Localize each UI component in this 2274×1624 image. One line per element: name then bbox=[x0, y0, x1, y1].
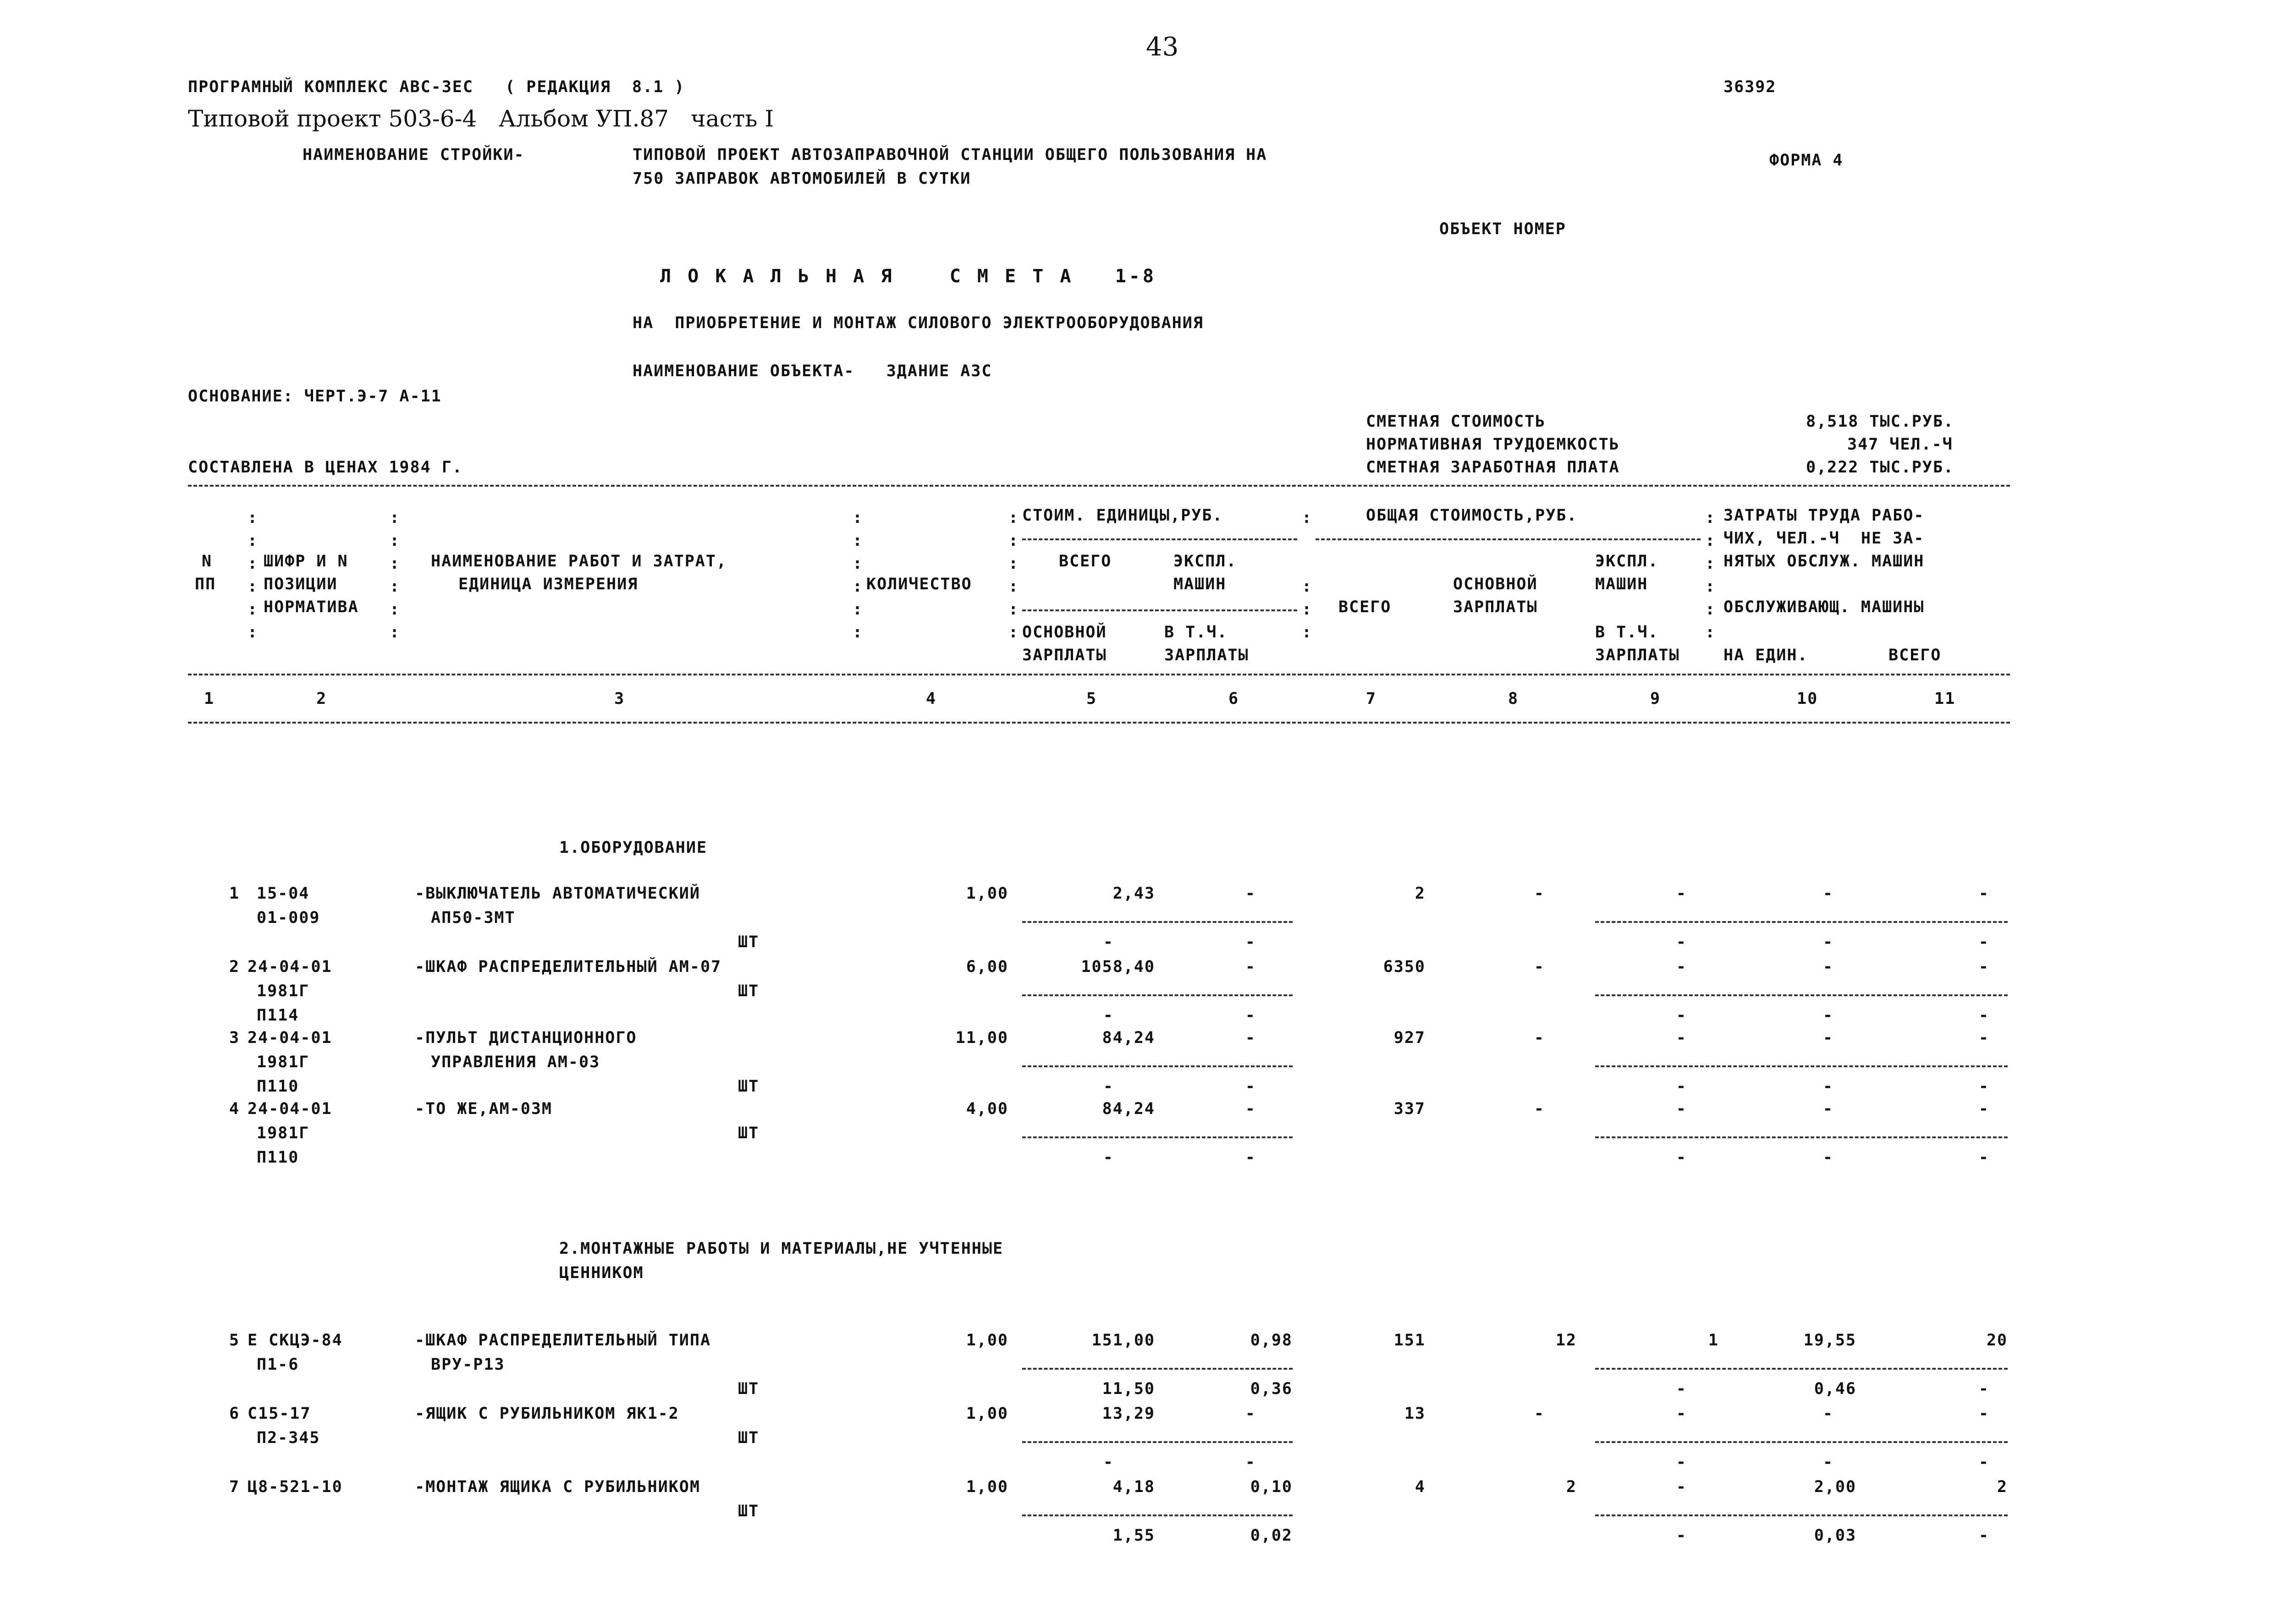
row-labor-unit: - bbox=[1823, 884, 1834, 903]
row-number: 6 bbox=[229, 1405, 240, 1423]
row-total: 6350 bbox=[1383, 958, 1426, 976]
row-machine-wages: - bbox=[1676, 1380, 1687, 1398]
row-labor-total: 2 bbox=[1997, 1478, 2008, 1496]
row-unit-machines: - bbox=[1245, 958, 1256, 976]
row-machines: - bbox=[1676, 1405, 1687, 1423]
row-unit: ШТ bbox=[738, 1429, 760, 1447]
row-total: 4 bbox=[1415, 1478, 1426, 1496]
row-machines: - bbox=[1676, 1029, 1687, 1047]
col9-head-4: ЗАРПЛАТЫ bbox=[1595, 646, 1680, 664]
colnum-10: 10 bbox=[1797, 690, 1818, 708]
col-sep-6: : : : : : : bbox=[1705, 509, 1716, 642]
construction-label: НАИМЕНОВАНИЕ СТРОЙКИ- bbox=[303, 146, 525, 164]
row-code: С15-17 bbox=[248, 1405, 311, 1423]
row-code: 01-009 bbox=[257, 909, 320, 927]
row-labor-total: - bbox=[1978, 1029, 1989, 1047]
col6-head-machines: МАШИН bbox=[1173, 575, 1227, 593]
row-labor-total-2: - bbox=[1978, 1006, 1989, 1025]
col6-head-expl: ЭКСПЛ. bbox=[1173, 552, 1237, 571]
row-machine-wages: - bbox=[1676, 1077, 1687, 1096]
page-number: 43 bbox=[1146, 32, 1179, 62]
row-number: 1 bbox=[229, 884, 240, 903]
col1-head-pp: ПП bbox=[195, 575, 216, 593]
row-labor-unit-2: - bbox=[1823, 1148, 1834, 1167]
row-labor-unit-2: - bbox=[1823, 1006, 1834, 1025]
row-number: 7 bbox=[229, 1478, 240, 1496]
colnum-1: 1 bbox=[204, 690, 215, 708]
row-machines: - bbox=[1676, 1478, 1687, 1496]
col1-head-n: N bbox=[202, 552, 213, 571]
row-wages: - bbox=[1534, 958, 1545, 976]
basis-line: ОСНОВАНИЕ: ЧЕРТ.Э-7 А-11 bbox=[188, 387, 442, 406]
row-number: 5 bbox=[229, 1331, 240, 1350]
row-unit-wages: - bbox=[1103, 1453, 1114, 1471]
row-code: П114 bbox=[257, 1006, 299, 1025]
row-quantity: 1,00 bbox=[966, 1405, 1008, 1423]
row-unit-machine-wages: - bbox=[1245, 933, 1256, 951]
col8-head-2: ЗАРПЛАТЫ bbox=[1453, 598, 1538, 616]
col5-6-head-top: СТОИМ. ЕДИНИЦЫ,РУБ. bbox=[1022, 506, 1223, 525]
row-number: 2 bbox=[229, 958, 240, 976]
row-labor-unit-2: - bbox=[1823, 1453, 1834, 1471]
row-name: -ВЫКЛЮЧАТЕЛЬ АВТОМАТИЧЕСКИЙ bbox=[415, 884, 700, 903]
col10-11-head-2: ЧИХ, ЧЕЛ.-Ч НЕ ЗА- bbox=[1723, 529, 1925, 548]
row-unit-wages: 11,50 bbox=[1102, 1380, 1155, 1398]
row-total: 927 bbox=[1393, 1029, 1426, 1047]
row-code: Ц8-521-10 bbox=[248, 1478, 343, 1496]
row-code: 1981Г bbox=[257, 982, 310, 1000]
estimate-title: Л О К А Л Ь Н А Я С М Е Т А 1-8 bbox=[660, 266, 1156, 287]
row-labor-total: - bbox=[1978, 958, 1989, 976]
colnum-7: 7 bbox=[1366, 690, 1377, 708]
row-unit-machine-wages: - bbox=[1245, 1077, 1256, 1096]
row-quantity: 1,00 bbox=[966, 1478, 1008, 1496]
col2-head-2: ПОЗИЦИИ bbox=[264, 575, 338, 593]
row-unit-machine-wages: 0,02 bbox=[1250, 1526, 1293, 1545]
row-unit: ШТ bbox=[738, 1077, 760, 1096]
row-code: П110 bbox=[257, 1148, 299, 1167]
row-quantity: 6,00 bbox=[966, 958, 1008, 976]
row-code: П1-6 bbox=[257, 1355, 299, 1374]
row-machines: - bbox=[1676, 958, 1687, 976]
row-machine-wages: - bbox=[1676, 1453, 1687, 1471]
col-sep-4: : : : : : : bbox=[1008, 509, 1019, 642]
col5-head-total: ВСЕГО bbox=[1059, 552, 1112, 571]
row-labor-unit: - bbox=[1823, 1405, 1834, 1423]
row-total: 13 bbox=[1404, 1405, 1426, 1423]
row-unit-machines: - bbox=[1245, 884, 1256, 903]
row-machine-wages: - bbox=[1676, 1148, 1687, 1167]
object-name: НАИМЕНОВАНИЕ ОБЪЕКТА- ЗДАНИЕ АЗС bbox=[633, 362, 992, 380]
row-name: -ШКАФ РАСПРЕДЕЛИТЕЛЬНЫЙ АМ-07 bbox=[415, 958, 722, 976]
col10-11-head-1: ЗАТРАТЫ ТРУДА РАБО- bbox=[1723, 506, 1925, 525]
row-code: 24-04-01 bbox=[248, 958, 332, 976]
col9-head-3: В Т.Ч. bbox=[1595, 623, 1659, 642]
row-unit-total: 13,29 bbox=[1102, 1405, 1155, 1423]
row-labor-unit: - bbox=[1823, 1029, 1834, 1047]
row-total: 337 bbox=[1393, 1100, 1426, 1118]
col-sep-2: : : : : : : bbox=[390, 509, 401, 642]
row-number: 4 bbox=[229, 1100, 240, 1118]
row-name: -ПУЛЬТ ДИСТАНЦИОННОГО bbox=[415, 1029, 637, 1047]
col6-head-incl: В Т.Ч. bbox=[1164, 623, 1228, 642]
row-wages: - bbox=[1534, 1405, 1545, 1423]
row-code: 24-04-01 bbox=[248, 1029, 332, 1047]
row-code: 1981Г bbox=[257, 1053, 310, 1071]
col10-11-head-3: НЯТЫХ ОБСЛУЖ. МАШИН bbox=[1723, 552, 1925, 571]
prices-line: СОСТАВЛЕНА В ЦЕНАХ 1984 Г. bbox=[188, 458, 463, 477]
row-unit: ШТ bbox=[738, 1502, 760, 1520]
row-unit-machine-wages: - bbox=[1245, 1453, 1256, 1471]
construction-name-line2: 750 ЗАПРАВОК АВТОМОБИЛЕЙ В СУТКИ bbox=[633, 170, 971, 188]
col-sep-5: : : : : bbox=[1302, 509, 1313, 642]
row-labor-total-2: - bbox=[1978, 1148, 1989, 1167]
row-labor-unit-2: 0,46 bbox=[1814, 1380, 1856, 1398]
col9-head-2: МАШИН bbox=[1595, 575, 1648, 593]
row-labor-unit-2: - bbox=[1823, 1077, 1834, 1096]
row-wages: 2 bbox=[1566, 1478, 1577, 1496]
row-unit: ШТ bbox=[738, 1380, 760, 1398]
col2-head-3: НОРМАТИВА bbox=[264, 598, 359, 616]
row-unit-total: 2,43 bbox=[1112, 884, 1155, 903]
section-title: 1.ОБОРУДОВАНИЕ bbox=[559, 839, 708, 857]
row-unit: ШТ bbox=[738, 933, 760, 951]
colnum-2: 2 bbox=[316, 690, 327, 708]
row-quantity: 1,00 bbox=[966, 1331, 1008, 1350]
col8-head-1: ОСНОВНОЙ bbox=[1453, 575, 1538, 593]
summary-label-labor: НОРМАТИВНАЯ ТРУДОЕМКОСТЬ bbox=[1366, 435, 1620, 454]
summary-value-labor: 347 ЧЕЛ.-Ч bbox=[1847, 435, 1953, 454]
col10-head: НА ЕДИН. bbox=[1723, 646, 1808, 664]
section-title: 2.МОНТАЖНЫЕ РАБОТЫ И МАТЕРИАЛЫ,НЕ УЧТЕННЫЕ bbox=[559, 1240, 1004, 1258]
summary-value-wages: 0,222 ТЫС.РУБ. bbox=[1806, 458, 1955, 477]
row-name: ВРУ-Р13 bbox=[431, 1355, 505, 1374]
row-quantity: 4,00 bbox=[966, 1100, 1008, 1118]
row-unit-machine-wages: - bbox=[1245, 1006, 1256, 1025]
row-wages: 12 bbox=[1555, 1331, 1577, 1350]
colnum-3: 3 bbox=[614, 690, 625, 708]
row-machine-wages: - bbox=[1676, 1526, 1687, 1545]
col11-head: ВСЕГО bbox=[1889, 646, 1942, 664]
row-code: 15-04 bbox=[257, 884, 310, 903]
col7-head: ВСЕГО bbox=[1338, 598, 1392, 616]
row-code: П2-345 bbox=[257, 1429, 320, 1447]
row-wages: - bbox=[1534, 884, 1545, 903]
col9-head-1: ЭКСПЛ. bbox=[1595, 552, 1659, 571]
row-machines: - bbox=[1676, 1100, 1687, 1118]
row-unit-wages: - bbox=[1103, 1006, 1114, 1025]
row-labor-total: - bbox=[1978, 1405, 1989, 1423]
summary-label-cost: СМЕТНАЯ СТОИМОСТЬ bbox=[1366, 412, 1546, 431]
row-labor-unit: - bbox=[1823, 958, 1834, 976]
colnum-9: 9 bbox=[1650, 690, 1661, 708]
colnum-11: 11 bbox=[1934, 690, 1956, 708]
row-labor-total-2: - bbox=[1978, 1077, 1989, 1096]
row-unit-machines: 0,98 bbox=[1250, 1331, 1293, 1350]
row-code: П110 bbox=[257, 1077, 299, 1096]
colnum-6: 6 bbox=[1228, 690, 1239, 708]
header-rule-mid bbox=[188, 674, 2010, 675]
row-labor-total-2: - bbox=[1978, 1380, 1989, 1398]
row-machine-wages: - bbox=[1676, 1006, 1687, 1025]
colnum-5: 5 bbox=[1086, 690, 1097, 708]
col4-head: КОЛИЧЕСТВО bbox=[866, 575, 972, 593]
row-unit-machines: - bbox=[1245, 1405, 1256, 1423]
row-wages: - bbox=[1534, 1100, 1545, 1118]
row-code: 24-04-01 bbox=[248, 1100, 332, 1118]
row-unit-machines: - bbox=[1245, 1100, 1256, 1118]
row-labor-unit: - bbox=[1823, 1100, 1834, 1118]
col3-head-2: ЕДИНИЦА ИЗМЕРЕНИЯ bbox=[458, 575, 639, 593]
col5-head-wages: ЗАРПЛАТЫ bbox=[1022, 646, 1107, 664]
summary-value-cost: 8,518 ТЫС.РУБ. bbox=[1806, 412, 1955, 431]
row-name: -МОНТАЖ ЯЩИКА С РУБИЛЬНИКОМ bbox=[415, 1478, 700, 1496]
row-unit-total: 84,24 bbox=[1102, 1100, 1155, 1118]
col10-11-head-4: ОБСЛУЖИВАЮЩ. МАШИНЫ bbox=[1723, 598, 1925, 616]
col5-head-basic: ОСНОВНОЙ bbox=[1022, 623, 1107, 642]
section-title-continued: ЦЕННИКОМ bbox=[559, 1264, 644, 1282]
row-machines: 1 bbox=[1708, 1331, 1719, 1350]
row-unit-machines: 0,10 bbox=[1250, 1478, 1293, 1496]
row-number: 3 bbox=[229, 1029, 240, 1047]
row-name: -ТО ЖЕ,АМ-03М bbox=[415, 1100, 552, 1118]
row-labor-total: - bbox=[1978, 884, 1989, 903]
row-labor-total: 20 bbox=[1986, 1331, 2008, 1350]
colnum-4: 4 bbox=[926, 690, 937, 708]
row-labor-total-2: - bbox=[1978, 1453, 1989, 1471]
row-quantity: 11,00 bbox=[955, 1029, 1008, 1047]
col2-head-1: ШИФР И N bbox=[264, 552, 348, 571]
program-line: ПРОГРАМНЫЙ КОМПЛЕКС АВС-ЗЕС ( РЕДАКЦИЯ 8.1 ) bbox=[188, 78, 685, 96]
row-machine-wages: - bbox=[1676, 933, 1687, 951]
row-unit: ШТ bbox=[738, 1124, 760, 1142]
row-wages: - bbox=[1534, 1029, 1545, 1047]
row-unit: ШТ bbox=[738, 982, 760, 1000]
estimate-subtitle: НА ПРИОБРЕТЕНИЕ И МОНТАЖ СИЛОВОГО ЭЛЕКТРООБОРУДОВАНИЯ bbox=[633, 314, 1204, 332]
row-unit-machines: - bbox=[1245, 1029, 1256, 1047]
col6-head-wages: ЗАРПЛАТЫ bbox=[1164, 646, 1249, 664]
row-unit-total: 151,00 bbox=[1091, 1331, 1155, 1350]
col7-9-head-top: ОБЩАЯ СТОИМОСТЬ,РУБ. bbox=[1366, 506, 1578, 525]
row-code: Е СКЦЭ-84 bbox=[248, 1331, 343, 1350]
row-unit-wages: 1,55 bbox=[1112, 1526, 1155, 1545]
construction-name-line1: ТИПОВОЙ ПРОЕКТ АВТОЗАПРАВОЧНОЙ СТАНЦИИ ОБЩЕГО ПОЛЬЗОВАНИЯ НА bbox=[633, 146, 1267, 164]
row-unit-wages: - bbox=[1103, 933, 1114, 951]
row-quantity: 1,00 bbox=[966, 884, 1008, 903]
document-code: 36392 bbox=[1723, 78, 1777, 96]
row-labor-total-2: - bbox=[1978, 933, 1989, 951]
row-unit-total: 4,18 bbox=[1112, 1478, 1155, 1496]
row-name: -ЯЩИК С РУБИЛЬНИКОМ ЯК1-2 bbox=[415, 1405, 679, 1423]
colnum-8: 8 bbox=[1508, 690, 1519, 708]
row-unit-wages: - bbox=[1103, 1148, 1114, 1167]
project-line: Типовой проект 503-6-4 Альбом УП.87 часть I bbox=[188, 105, 774, 132]
row-total: 151 bbox=[1393, 1331, 1426, 1350]
row-labor-unit: 2,00 bbox=[1814, 1478, 1856, 1496]
row-labor-unit-2: - bbox=[1823, 933, 1834, 951]
form-label: ФОРМА 4 bbox=[1769, 151, 1844, 170]
row-unit-total: 1058,40 bbox=[1081, 958, 1155, 976]
row-name: АП50-3МТ bbox=[431, 909, 516, 927]
row-code: 1981Г bbox=[257, 1124, 310, 1142]
col3-head-1: НАИМЕНОВАНИЕ РАБОТ И ЗАТРАТ, bbox=[431, 552, 727, 571]
row-unit-machine-wages: - bbox=[1245, 1148, 1256, 1167]
object-number-label: ОБЪЕКТ НОМЕР bbox=[1439, 220, 1566, 238]
row-unit-total: 84,24 bbox=[1102, 1029, 1155, 1047]
row-machines: - bbox=[1676, 884, 1687, 903]
row-unit-machine-wages: 0,36 bbox=[1250, 1380, 1293, 1398]
row-total: 2 bbox=[1415, 884, 1426, 903]
header-rule-top bbox=[188, 485, 2010, 487]
col-sep-1: : : : : : : bbox=[248, 509, 259, 642]
row-labor-unit-2: 0,03 bbox=[1814, 1526, 1856, 1545]
col-sep-3: : : : : : : bbox=[853, 509, 864, 642]
row-name: УПРАВЛЕНИЯ АМ-03 bbox=[431, 1053, 600, 1071]
summary-label-wages: СМЕТНАЯ ЗАРАБОТНАЯ ПЛАТА bbox=[1366, 458, 1620, 477]
row-labor-unit: 19,55 bbox=[1803, 1331, 1856, 1350]
row-labor-total: - bbox=[1978, 1100, 1989, 1118]
header-rule-bottom bbox=[188, 722, 2010, 724]
row-unit-wages: - bbox=[1103, 1077, 1114, 1096]
row-name: -ШКАФ РАСПРЕДЕЛИТЕЛЬНЫЙ ТИПА bbox=[415, 1331, 711, 1350]
row-labor-total-2: - bbox=[1978, 1526, 1989, 1545]
